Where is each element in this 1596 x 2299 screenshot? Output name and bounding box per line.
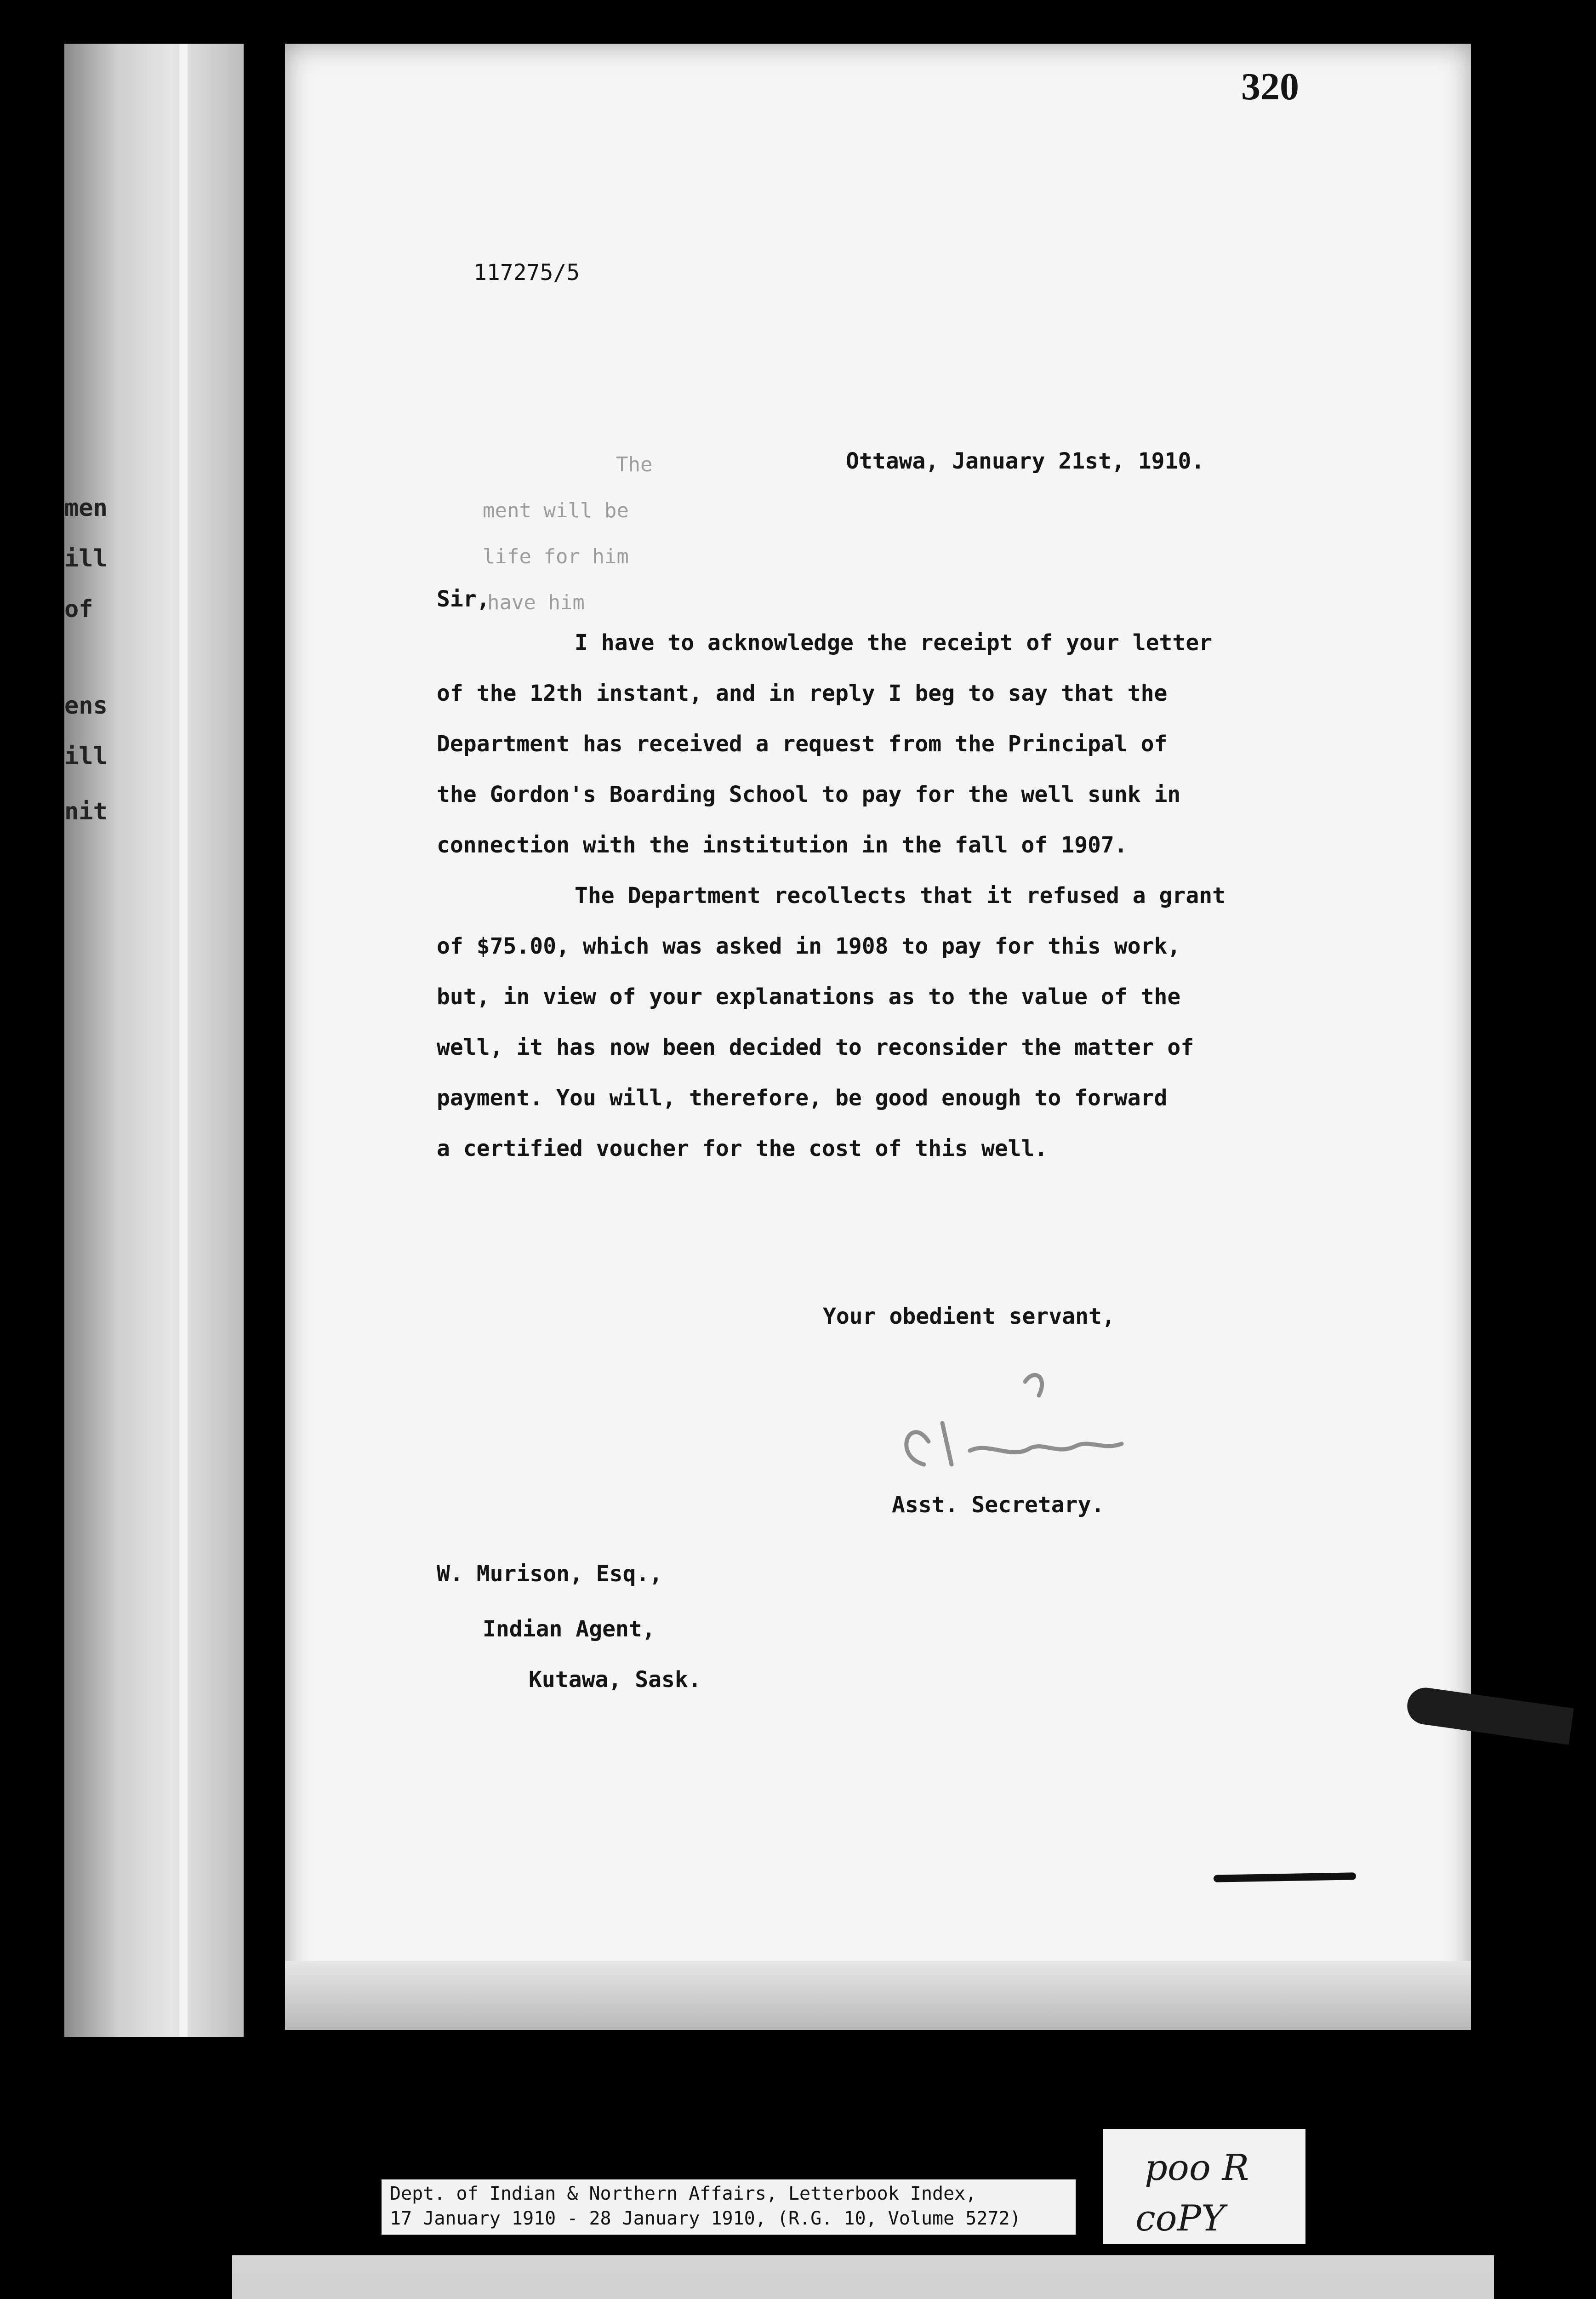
bleed-text: nit xyxy=(64,798,108,825)
body-line: but, in view of your explanations as to the value of the xyxy=(437,984,1181,1010)
body-line: well, it has now been decided to reconsider the matter of xyxy=(437,1035,1194,1060)
body-line: connection with the institution in the fall of 1907. xyxy=(437,832,1128,858)
closing: Your obedient servant, xyxy=(823,1304,1115,1329)
body-line: the Gordon's Boarding School to pay for the well sunk in xyxy=(437,782,1181,807)
body-line: of the 12th instant, and in reply I beg to say that the xyxy=(437,681,1168,706)
bleed-text: of xyxy=(64,595,93,623)
bleed-text: ens xyxy=(64,692,108,720)
show-through-text: The xyxy=(616,453,653,476)
body-line: I have to acknowledge the receipt of your letter xyxy=(575,630,1213,656)
addressee-line: W. Murison, Esq., xyxy=(437,1561,663,1587)
show-through-text: have him xyxy=(487,591,585,614)
bleed-text: ill xyxy=(64,743,108,770)
archives-panel xyxy=(232,2255,1494,2299)
letter-page xyxy=(285,44,1471,2030)
poor-copy-line: poo R xyxy=(1145,2147,1249,2189)
index-label-line: Dept. of Indian & Northern Affairs, Letterbook Index, xyxy=(390,2183,977,2204)
addressee-line: Indian Agent, xyxy=(483,1616,656,1642)
poor-copy-line: coPY xyxy=(1135,2198,1225,2239)
salutation: Sir, xyxy=(437,586,490,612)
index-label-line: 17 January 1910 - 28 January 1910, (R.G. 10, Volume 5272) xyxy=(390,2208,1021,2229)
bleed-text: ill xyxy=(64,545,108,572)
addressee-line: Kutawa, Sask. xyxy=(529,1667,701,1693)
letter-date: Ottawa, January 21st, 1910. xyxy=(846,448,1205,474)
poor-copy-note xyxy=(1103,2129,1305,2244)
show-through-text: ment will be xyxy=(483,499,629,522)
show-through-text: life for him xyxy=(483,545,629,568)
body-line: of $75.00, which was asked in 1908 to pay for this work, xyxy=(437,933,1181,959)
page-number: 320 xyxy=(1241,65,1299,108)
signature xyxy=(873,1350,1158,1497)
index-label xyxy=(382,2179,1076,2235)
bleed-text: men xyxy=(64,494,108,522)
signer-title: Asst. Secretary. xyxy=(892,1492,1105,1518)
file-number: 117275/5 xyxy=(473,260,580,286)
body-line: Department has received a request from the Principal of xyxy=(437,731,1168,757)
pen-stroke xyxy=(1214,1872,1356,1882)
body-line: The Department recollects that it refused a grant xyxy=(575,883,1226,909)
page-edge xyxy=(179,44,188,2037)
body-line: a certified voucher for the cost of this well. xyxy=(437,1136,1048,1161)
body-line: payment. You will, therefore, be good enough to forward xyxy=(437,1085,1168,1111)
adjacent-page-strip xyxy=(64,44,244,2037)
